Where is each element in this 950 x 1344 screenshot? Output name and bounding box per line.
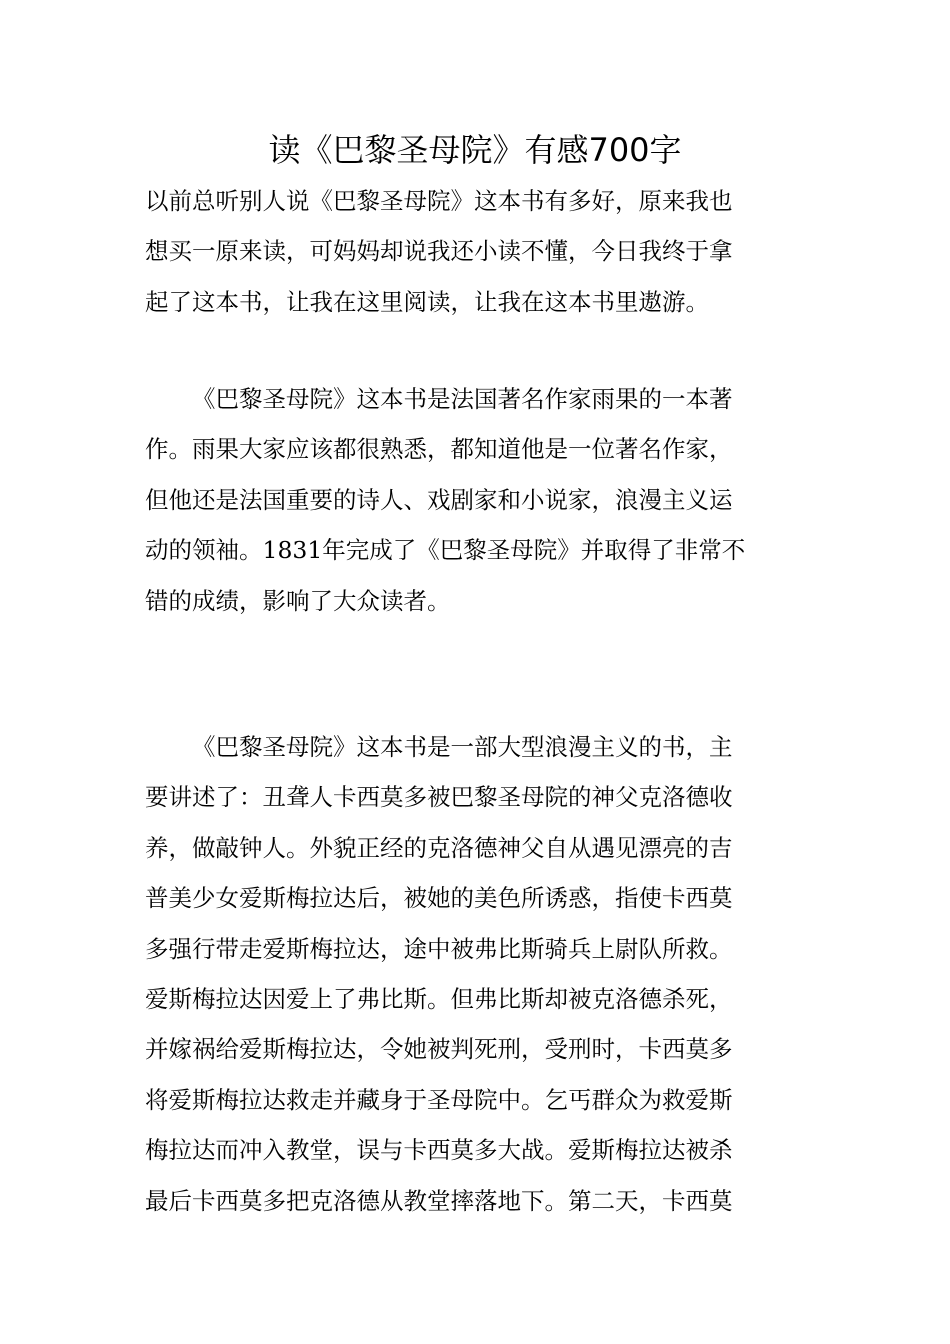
document-title: 读《巴黎圣母院》有感700字	[268, 131, 682, 169]
paragraph-line: 想买一原来读，可妈妈却说我还小读不懂，今日我终于拿	[145, 237, 733, 266]
paragraph-intro	[145, 176, 809, 327]
paragraph-plot	[145, 722, 809, 1226]
paragraph-line: 爱斯梅拉达因爱上了弗比斯。但弗比斯却被克洛德杀死，	[145, 984, 733, 1013]
paragraph-line: 普美少女爱斯梅拉达后，被她的美色所诱惑，指使卡西莫	[145, 884, 733, 913]
paragraph-line: 作。雨果大家应该都很熟悉，都知道他是一位著名作家，	[145, 435, 733, 464]
paragraph-line: 错的成绩，影响了大众读者。	[145, 586, 451, 615]
paragraph-line: 养，做敲钟人。外貌正经的克洛德神父自从遇见漂亮的吉	[145, 833, 733, 862]
paragraph-line: 将爱斯梅拉达救走并藏身于圣母院中。乞丐群众为救爱斯	[145, 1085, 733, 1114]
paragraph-line: 《巴黎圣母院》这本书是一部大型浪漫主义的书，主	[192, 733, 733, 761]
paragraph-line: 但他还是法国重要的诗人、戏剧家和小说家，浪漫主义运	[145, 485, 733, 514]
paragraph-line: 并嫁祸给爱斯梅拉达，令她被判死刑，受刑时，卡西莫多	[145, 1035, 733, 1064]
paragraph-line: 以前总听别人说《巴黎圣母院》这本书有多好，原来我也	[145, 187, 733, 215]
paragraph-line: 多强行带走爱斯梅拉达，途中被弗比斯骑兵上尉队所救。	[145, 934, 733, 963]
paragraph-line: 要讲述了：丑聋人卡西莫多被巴黎圣母院的神父克洛德收	[145, 783, 733, 812]
paragraph-line: 起了这本书，让我在这里阅读，让我在这本书里遨游。	[145, 287, 709, 316]
paragraph-line: 梅拉达而冲入教堂，误与卡西莫多大战。爱斯梅拉达被杀	[145, 1136, 733, 1165]
paragraph-line: 动的领袖。1831年完成了《巴黎圣母院》并取得了非常不	[145, 536, 746, 565]
paragraph-line: 最后卡西莫多把克洛德从教堂摔落地下。第二天，卡西莫	[145, 1186, 733, 1215]
paragraph-line: 《巴黎圣母院》这本书是法国著名作家雨果的一本著	[192, 385, 733, 413]
paragraph-author	[145, 374, 809, 626]
